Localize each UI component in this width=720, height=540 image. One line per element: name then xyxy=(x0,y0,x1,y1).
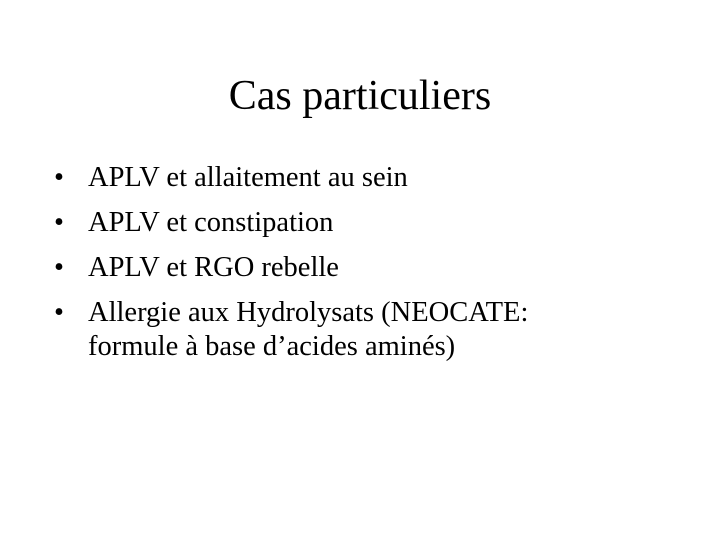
bullet-line: APLV et allaitement au sein xyxy=(88,162,408,193)
bullet-text xyxy=(88,251,674,285)
list-item xyxy=(54,296,674,364)
list-item xyxy=(54,251,674,285)
slide-title: Cas particuliers xyxy=(228,73,492,119)
list-item xyxy=(54,206,674,240)
bullet-icon: • xyxy=(54,297,64,328)
bullet-line: formule à base d’acides aminés) xyxy=(88,331,456,362)
bullet-list xyxy=(54,161,674,375)
bullet-text xyxy=(88,206,674,240)
bullet-line: Allergie aux Hydrolysats (NEOCATE: xyxy=(88,297,529,328)
bullet-icon: • xyxy=(54,252,64,283)
bullet-icon: • xyxy=(54,207,64,238)
bullet-icon: • xyxy=(54,162,64,193)
bullet-text xyxy=(88,296,674,364)
list-item xyxy=(54,161,674,195)
bullet-line: APLV et RGO rebelle xyxy=(88,252,339,283)
bullet-text xyxy=(88,161,674,195)
bullet-line: APLV et constipation xyxy=(88,207,334,238)
